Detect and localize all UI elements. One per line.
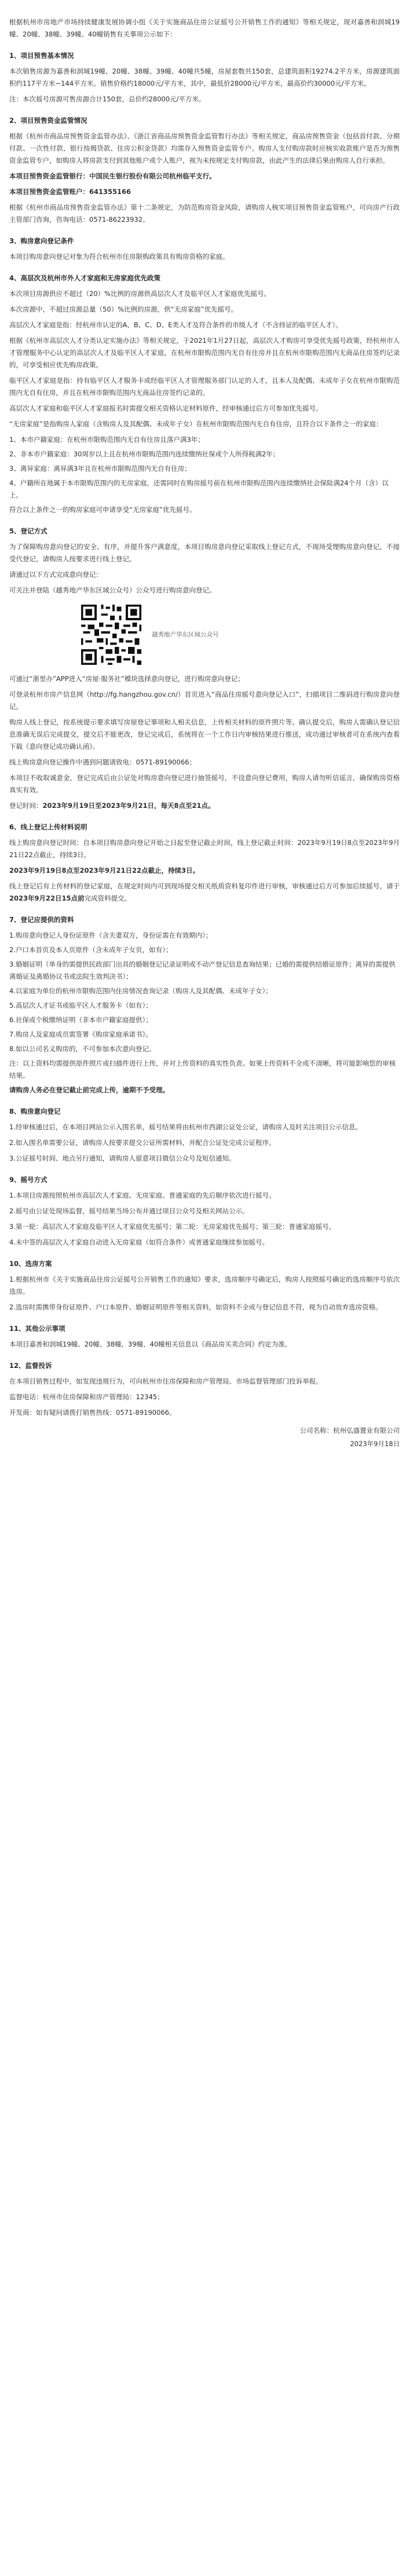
signature-date: 2023年9月18日 — [350, 1440, 400, 1448]
company-name: 公司名称：杭州弘盛置业有限公司 — [300, 1426, 400, 1435]
section-title: 1、项目预售基本情况 — [9, 52, 74, 60]
paragraph: 临平区人才家庭是指：持有临平区人才服务卡或经临平区人才管理服务部门认定的人才，且本人及配偶、未成年子女在杭州市限购范围内无自有住房，并且在杭州市限购范围内无商品住房签约记录的。 — [9, 376, 400, 397]
paragraph: 请通过以下方式完成意向登记： — [9, 570, 103, 579]
paragraph: 2.选房时需携带身份证原件、户口本原件、婚姻证明原件等相关资料，如资料不全或与登记信息不符，视为自动放弃选房资格。 — [9, 1303, 382, 1311]
registration-time — [9, 800, 400, 812]
list-item: 8.如以公司名义购房的，不可参加本次意向登记。 — [9, 1045, 156, 1053]
paragraph: 在本项目销售过程中，如发现违规行为，可向杭州市住房保障和房产管理局、市场监督管理部门投诉举报。 — [9, 1377, 323, 1385]
paragraph: 线上购房意向登记操作中遇到问题请致电：0571-89190066； — [9, 758, 196, 766]
paragraph: 购房人线上登记，按系统提示要求填写房屋登记事项和人相关信息，上传相关材料的原件照片等。确认提交后，购房人需确认登记信息准确无误后完成提交，提交后不能更改，登记完成后，系统将在一个工作日内审核结果进行推送，成功通过审核者可在系统内查看下载《意向登记成功确认函》。 — [9, 718, 400, 751]
paragraph: 本次销售房源为嘉善和润城19幢、20幢、38幢、39幢、40幢共5幢，房屋套数共150套，总建筑面积19274.2平方米，房源建筑面积约117平方米~144平方米。销售价格约18000元/平方米，其中，最低价28000元/平方米，最高价约30000元/平方米。 — [9, 67, 400, 87]
section-title: 2、项目预售资金监管情况 — [9, 116, 87, 125]
paragraph: 根据《杭州市商品房预售资金监管办法》第十二条规定，为防范购房资金风险，请购房人核实项目预售资金监管账户，可向房产行政主管部门咨询，咨询电话：0571-86223932。 — [9, 203, 400, 224]
paragraph: 3.第一轮：高层次人才家庭及临平区人才家庭优先摇号；第二轮：无房家庭优先摇号；第三轮：普通家庭摇号。 — [9, 1223, 335, 1231]
section-title: 3、购房意向登记条件 — [9, 237, 74, 245]
paragraph: 本项目嘉善和润城19幢、20幢、38幢、39幢、40幢相关信息以《商品房买卖合同》约定为准。 — [9, 1340, 292, 1348]
qr-block — [79, 602, 400, 667]
paragraph: 线上购房意向登记时间：自本项目购房意向登记开始之日起至登记截止时间，线上登记截止时间：2023年9月19日8点至2023年9月21日22点截止，持续3日。 — [9, 839, 400, 859]
paragraph — [9, 880, 400, 905]
section-title: 5、登记方式 — [9, 527, 48, 535]
section-title: 8、购房意向登记 — [9, 1107, 61, 1115]
paragraph: 监督电话：杭州市住房保障和房产管理局：12345； — [9, 1393, 164, 1401]
section-title: 4、高层次及杭州市外人才家庭和无房家庭优先政策 — [9, 274, 160, 282]
upload-deadline-note: 请购房人务必在登记截止前完成上传，逾期不予受理。 — [9, 1086, 169, 1094]
paragraph: 本项目不收取诚意金，登记完成后由公证处对购房意向登记进行抽签摇号，不设意向登记费用，购房人请勿听信谣言，确保购房资格真实有效。 — [9, 774, 400, 794]
paragraph: 可关注并登陆（越秀地产华东区域公众号）公众号进行购房意向登记。 — [9, 586, 216, 594]
list-item: 6.社保或个税缴纳证明（非本市户籍家庭提供）； — [9, 1016, 152, 1024]
paragraph: 本次项目房源供应不超过（20）%比例的房源供高层次人才及临平区人才家庭优先摇号。 — [9, 290, 271, 298]
paragraph: 为了保障购房意向登记的安全、有序，并提升客户满意度，本项目购房意向登记采取线上登记方式，不现场受理购房意向登记，不接受代登记，请购房人按要求进行线上登记。 — [9, 543, 400, 563]
paragraph: 1.根据杭州市《关于实施商品住房公证摇号公开销售工作的通知》要求，选房顺序号确定后，购房人按照摇号确定的选房顺序号依次选房。 — [9, 1275, 400, 1296]
section-title: 7、登记应提供的资料 — [9, 916, 74, 924]
supervision-bank: 本项目预售资金监管银行：中国民生银行股份有限公司杭州临平支行。 — [9, 172, 216, 180]
paragraph: 3.公证摇号时间、地点另行通知，请购房人留意项目微信公众号及短信通知。 — [9, 1154, 236, 1162]
paragraph: 2.摇号由公证处现场监督，摇号结果当场公布并通过项目公众号及相关网站公示。 — [9, 1207, 249, 1215]
paragraph: 开发商：如有疑问请拨打销售热线：0571-89190066。 — [9, 1408, 176, 1417]
paragraph: 本项目购房意向登记对象为符合杭州市住房限购政策具有购房资格的家庭。 — [9, 253, 229, 261]
text: 完成资料提交。 — [84, 894, 132, 902]
list-item: 3、离异家庭：离异满3年且在杭州市限购范围内无自有住房； — [9, 464, 191, 473]
supervision-account: 本项目预售资金监管账户：641355166 — [9, 188, 132, 196]
paragraph: 可通过“浙里办”APP进入“房屋·服务社”模块选择意向登记，进行购房意向登记； — [9, 675, 244, 683]
paragraph: 注：本次摇号房源可售房源合计150套，总价约28000元/平方米。 — [9, 95, 206, 103]
section-title: 10、选房方案 — [9, 1260, 52, 1268]
list-item: 4.以家庭为单位的杭州市限购范围内住房情况查询记录（购房人及其配偶、未成年子女）； — [9, 987, 272, 995]
list-item: 3.婚姻证明（单身的需提供民政部门出具的婚姻登记记录证明或不动产登记信息查询结果；已婚的需提供结婚证原件；离异的需提供离婚证及离婚协议书或法院生效判决书）； — [9, 960, 396, 980]
list-item: 5.高层次人才证书或临平区人才服务卡（如有）； — [9, 1001, 152, 1009]
deadline-highlight: 2023年9月22日15点前 — [9, 894, 85, 902]
section-title: 12、监督投诉 — [9, 1362, 52, 1370]
label: 登记时间： — [9, 802, 43, 810]
paragraph: 高层次人才家庭是指：经杭州市认定的A、B、C、D、E类人才及符合条件的市级人才（不含持证的临平区人才）。 — [9, 321, 342, 329]
deadline-highlight: 2023年9月19日8点至2023年9月21日22点截止，持续3日。 — [9, 866, 200, 874]
text: 线上登记后有上传材料的登记家庭，在规定时间内可到现场提交相关纸质资料复印件进行审核，审核通过后方可参加后续摇号，请于 — [9, 882, 400, 890]
paragraph: 根据《杭州市商品房预售资金监管办法》、《浙江省商品房预售资金监管暂行办法》等相关规定，商品房预售资金（包括首付款、分期付款、一次性付款、银行按揭贷款、住房公积金贷款）均需存入预售资金监管专户。购房人支付购房款时应核实收款账户是否为预售资金监管专户，如购房人将房款支付到其他账户或个人账户，视为未按规定支付购房款，由此产生的法律后果由购房人自行承担。 — [9, 132, 400, 164]
paragraph: 1.本项目房源按照杭州市高层次人才家庭、无房家庭、普通家庭的先后顺序依次进行摇号。 — [9, 1191, 276, 1199]
paragraph: 2.如入围名单需要公证，请购房人按要求提交公证所需材料，并配合公证处完成公证程序。 — [9, 1139, 276, 1147]
section-title: 11、其他公示事项 — [9, 1324, 65, 1333]
paragraph: “无房家庭”是指购房人家庭（含购房人及其配偶、未成年子女）在杭州市限购范围内无自有住房，且符合以下条件之一的家庭： — [9, 420, 383, 428]
intro-paragraph: 根据杭州市房地产市场持续健康发展协调小组《关于实施商品住房公证摇号公开销售工作的通知》等相关规定，现对嘉善和润城19幢、20幢、38幢、39幢、40幢销售有关事项公示如下： — [9, 18, 400, 38]
signature-block — [9, 1425, 400, 1450]
list-item: 2.户口本首页及本人页原件（含未成年子女页，如有）； — [9, 946, 173, 954]
list-item: 4、户籍所在地属于本市限购范围内的无房家庭，还需同时在购房摇号前在杭州市限购范围内连续缴纳社会保险满24个月（含）以上。 — [9, 479, 389, 499]
qr-caption: 越秀地产华东区域公众号 — [152, 631, 219, 638]
paragraph: 符合以上条件之一的购房家庭可申请享受“无房家庭”优先摇号。 — [9, 506, 196, 514]
list-item: 1、本市户籍家庭：在杭州市限购范围内无自有住房且落户满3年； — [9, 436, 204, 444]
qr-code-icon[interactable] — [79, 602, 144, 667]
section-title: 6、线上登记上传材料说明 — [9, 823, 87, 831]
section-title: 9、摇号方式 — [9, 1176, 48, 1184]
paragraph: 高层次人才家庭和临平区人才家庭报名时需提交相关资格认定材料原件，经审核通过后方可参加优先摇号。 — [9, 404, 323, 412]
paragraph: 1.经审核通过后，在本项目网站公示入围名单，摇号结果将由杭州市西湖公证处公证，请购房人及时关注项目公示信息。 — [9, 1123, 362, 1131]
registration-time-value: 2023年9月19日至2023年9月21日，每天8点至21点。 — [42, 802, 215, 810]
list-item: 2、非本市户籍家庭：30周岁以上且在杭州市限购范围内连续缴纳社保或个人所得税满2年； — [9, 450, 280, 458]
paragraph: 根据《杭州市高层次人才分类认定实施办法》等相关规定，于2021年1月27日起，高层次人才购房可享受优先摇号政策，经杭州市人才管理服务中心认定的高层次人才及临平区人才家庭，在杭州市限购范围内无自有住房并且在杭州市限购范围内无商品住房签约记录的，可享受相应优先购房政策。 — [9, 336, 400, 369]
list-item: 注：以上资料均需提供原件照片或扫描件进行上传，并对上传资料的真实性负责。如果上传资料不全或不清晰，将可能影响您的审核结果。 — [9, 1059, 396, 1080]
list-item: 7.购房人及家庭成员需签署《购房家庭承诺书》。 — [9, 1030, 152, 1038]
paragraph: 可登录杭州市房产信息网（http://fg.hangzhou.gov.cn/）首页进入“商品住房摇号意向登记入口”，扫描项目二维码进行购房意向登记。 — [9, 690, 400, 711]
list-item: 1.购房意向登记人身份证原件（含夫妻双方，身份证需在有效期内）； — [9, 931, 213, 939]
paragraph: 本次房源中，不超过房源总量（50）%比例的房源，供“无房家庭”优先摇号。 — [9, 305, 238, 313]
paragraph: 4.未中签的高层次人才家庭自动进入无房家庭（如符合条件）或普通家庭继续参加摇号。 — [9, 1238, 269, 1246]
